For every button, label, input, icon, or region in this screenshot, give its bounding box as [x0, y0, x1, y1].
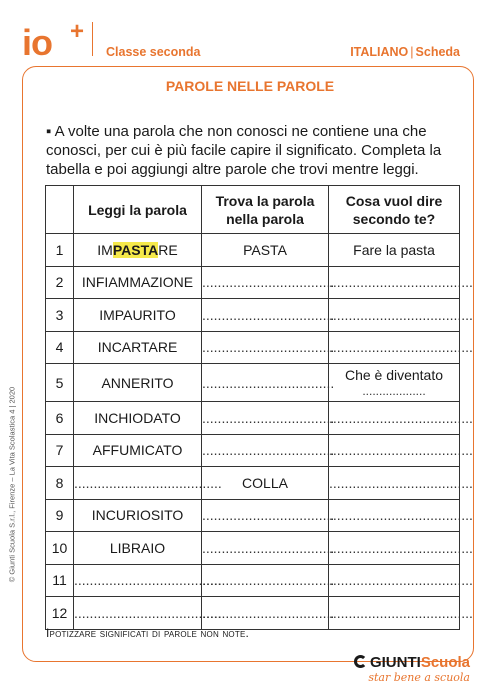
header-num	[46, 186, 74, 234]
word-prefix: IM	[97, 241, 113, 258]
header-divider	[92, 22, 93, 56]
subject-label	[350, 45, 460, 59]
word-cell: INFIAMMAZIONE	[74, 266, 202, 299]
word-cell: LIBRAIO	[74, 532, 202, 565]
word-cell	[74, 234, 202, 267]
publisher-g-icon	[354, 655, 367, 668]
find-cell[interactable]: ..................................	[202, 266, 329, 299]
word-highlight: PASTA	[112, 241, 159, 258]
meaning-cell[interactable]: .....................................	[329, 434, 460, 467]
meaning-cell[interactable]: .....................................	[329, 266, 460, 299]
word-cell: INCURIOSITO	[74, 499, 202, 532]
row-number: 3	[46, 299, 74, 332]
row-number: 4	[46, 331, 74, 364]
table-row	[46, 234, 460, 267]
table-row	[46, 467, 460, 500]
words-table	[45, 185, 473, 630]
publisher-brand	[354, 654, 470, 671]
meaning-cell[interactable]: .....................................	[329, 331, 460, 364]
subject-name: ITALIANO	[350, 45, 409, 59]
word-cell[interactable]: ......................................	[74, 564, 202, 597]
meaning-cell[interactable]: .....................................	[329, 597, 460, 630]
meaning-cell[interactable]: .....................................	[329, 299, 460, 332]
table-row	[46, 364, 460, 402]
find-cell[interactable]: ..................................	[202, 597, 329, 630]
table-row	[46, 402, 460, 435]
meaning-text: Che è diventato	[344, 366, 444, 383]
find-cell[interactable]: ..................................	[202, 331, 329, 364]
find-cell[interactable]: ..................................	[202, 434, 329, 467]
row-number: 9	[46, 499, 74, 532]
word-cell[interactable]: ......................................	[74, 467, 202, 500]
publisher-logo	[354, 654, 470, 684]
table-row	[46, 331, 460, 364]
find-cell[interactable]: ..................................	[202, 499, 329, 532]
word-cell[interactable]: ......................................	[74, 597, 202, 630]
meaning-cell[interactable]: .....................................	[329, 532, 460, 565]
learning-objective: Ipotizzare significati di parole non note.	[46, 626, 250, 640]
table-row	[46, 299, 460, 332]
worksheet-title: PAROLE NELLE PAROLE	[165, 78, 335, 94]
table-row	[46, 499, 460, 532]
row-number: 10	[46, 532, 74, 565]
find-cell: COLLA	[202, 467, 329, 500]
meaning-blank[interactable]: ...................	[362, 383, 426, 398]
instructions-text: ▪ A volte una parola che non conosci ne contiene una che conosci, per cui è più facile capire il significato. Completa la tabella e poi aggiungi altre parole che trovi mentre leggi.	[46, 123, 442, 178]
sheet-label: Scheda	[415, 45, 460, 59]
table-row	[46, 532, 460, 565]
meaning-cell[interactable]: .....................................	[329, 467, 460, 500]
logo-text: io	[22, 22, 52, 63]
publisher-brand-b: Scuola	[420, 654, 470, 671]
table-row	[46, 564, 460, 597]
find-cell[interactable]: ..................................	[202, 402, 329, 435]
find-cell[interactable]: ..................................	[202, 532, 329, 565]
row-number: 12	[46, 597, 74, 630]
table-row	[46, 597, 460, 630]
subject-separator: |	[410, 45, 414, 59]
row-number: 8	[46, 467, 74, 500]
word-cell: INCHIODATO	[74, 402, 202, 435]
header-word: Leggi la parola	[74, 186, 202, 234]
meaning-cell[interactable]: .....................................	[329, 402, 460, 435]
header-mean: Cosa vuol dire secondo te?	[329, 186, 460, 234]
find-cell[interactable]: ..................................	[202, 299, 329, 332]
table-row	[46, 434, 460, 467]
header-find: Trova la parola nella parola	[202, 186, 329, 234]
brand-logo	[22, 18, 94, 62]
meaning-cell[interactable]: .....................................	[329, 564, 460, 597]
table-header-row	[46, 186, 460, 234]
row-number: 5	[46, 364, 74, 402]
row-number: 6	[46, 402, 74, 435]
row-number: 11	[46, 564, 74, 597]
word-cell: INCARTARE	[74, 331, 202, 364]
class-label: Classe seconda	[106, 45, 201, 59]
row-number: 2	[46, 266, 74, 299]
copyright-notice	[2, 320, 18, 660]
find-cell[interactable]: ..................................	[202, 364, 329, 402]
publisher-tagline: star bene a scuola	[368, 671, 470, 684]
copyright-text: © Giunti Scuola S.r.l., Firenze – La Vita Scolastica 4 | 2020	[7, 386, 17, 583]
logo-plus-icon: +	[70, 18, 85, 45]
word-cell: ANNERITO	[74, 364, 202, 402]
meaning-cell[interactable]	[329, 364, 460, 402]
meaning-cell[interactable]: .....................................	[329, 499, 460, 532]
word-cell: AFFUMICATO	[74, 434, 202, 467]
find-cell[interactable]: ..................................	[202, 564, 329, 597]
publisher-brand-a: GIUNTI	[369, 654, 421, 671]
row-number: 1	[46, 234, 74, 267]
word-cell: IMPAURITO	[74, 299, 202, 332]
row-number: 7	[46, 434, 74, 467]
table-row	[46, 266, 460, 299]
find-cell: PASTA	[202, 234, 329, 267]
word-suffix: RE	[158, 241, 178, 258]
meaning-cell: Fare la pasta	[329, 234, 460, 267]
